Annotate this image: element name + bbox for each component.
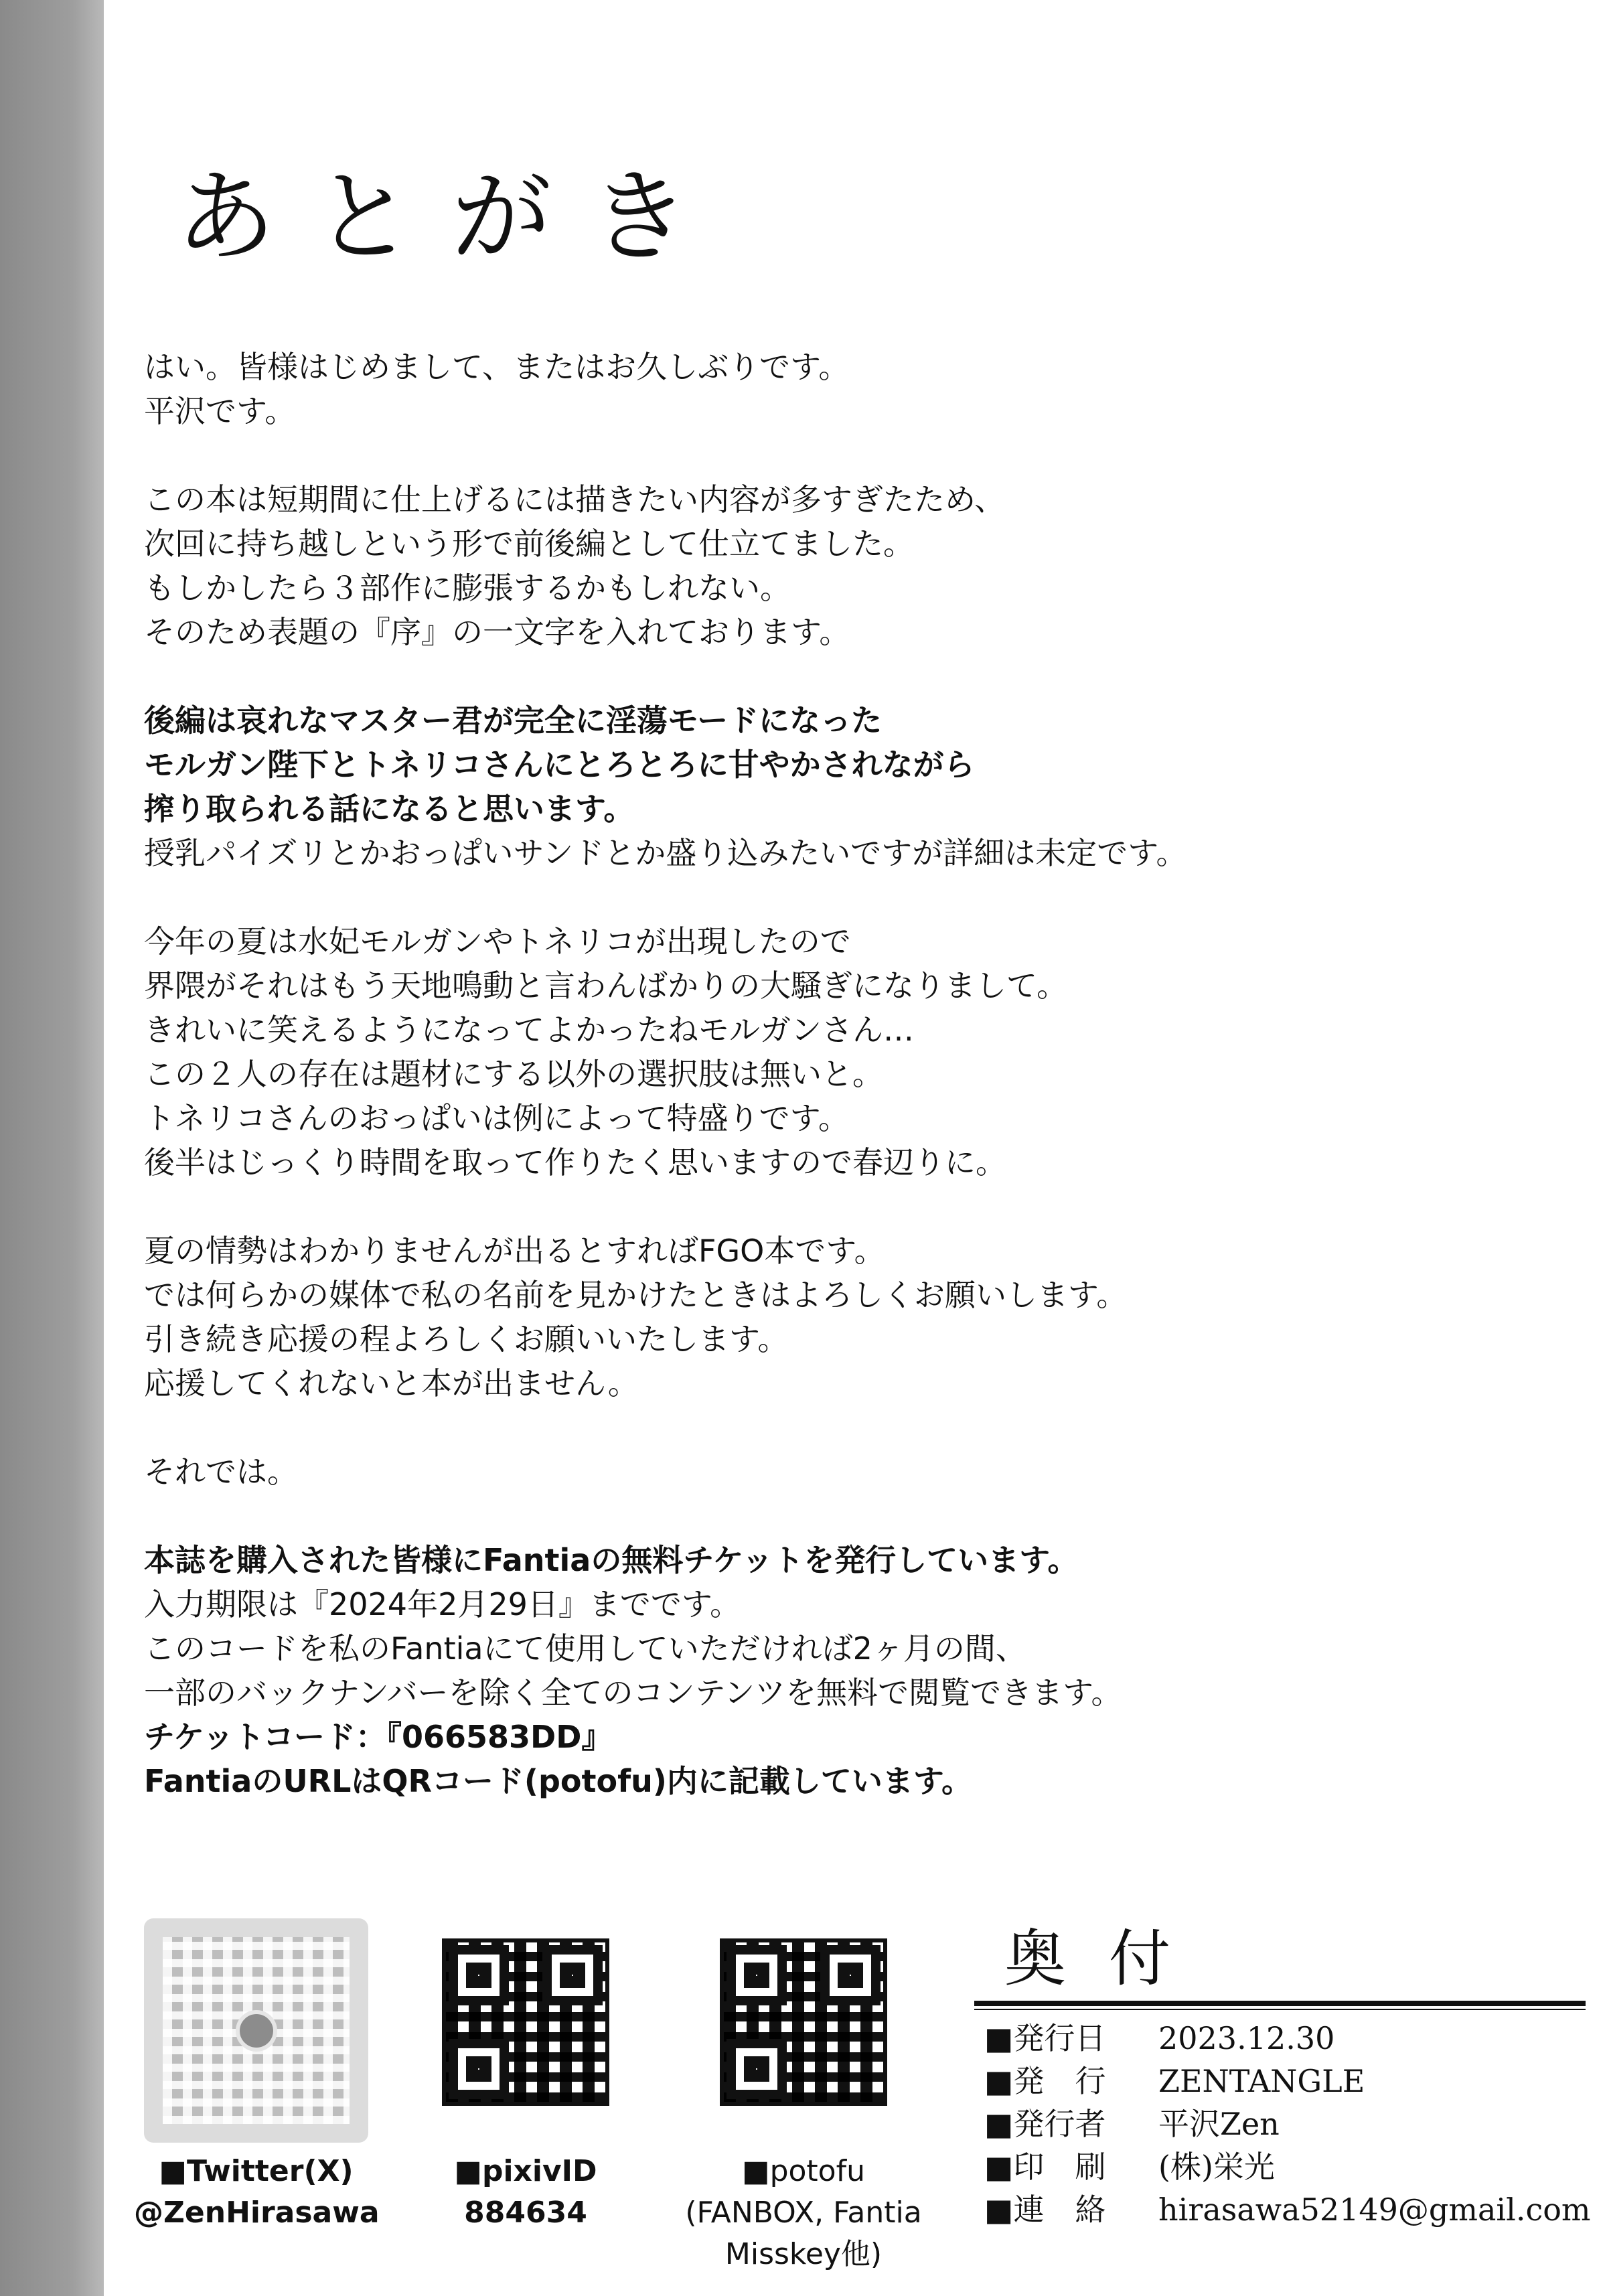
- paragraph: [144, 1229, 1550, 1405]
- avatar-icon: [236, 2010, 277, 2052]
- text-line: 後半はじっくり時間を取って作りたく思いますので春辺りに。: [144, 1144, 1006, 1180]
- pixiv-label-line1: ■pixivID: [454, 2154, 597, 2188]
- twitter-qr-label: [134, 2151, 378, 2234]
- colophon-title: 奥付: [1004, 1923, 1214, 1995]
- colophon-key: ■発 行: [984, 2063, 1106, 2099]
- paragraph: [144, 1450, 1550, 1494]
- page-title: あとがき: [175, 159, 728, 276]
- text-line: それでは。: [144, 1454, 298, 1490]
- potofu-label-line2: (FANBOX, Fantia: [685, 2196, 922, 2230]
- text-line: 引き続き応援の程よろしくお願いいたします。: [144, 1321, 789, 1357]
- colophon-value: 平沢Zen: [1158, 2106, 1280, 2142]
- potofu-label-line3: Misskey他): [724, 2237, 883, 2271]
- colophon-key: ■発行者: [984, 2106, 1106, 2142]
- colophon-divider-thin: [974, 2009, 1586, 2010]
- colophon-row: [984, 2102, 1591, 2145]
- colophon-key: ■印 刷: [984, 2149, 1106, 2185]
- text-line: トネリコさんのおっぱいは例によって特盛りです。: [144, 1100, 849, 1136]
- twitter-qr-code: [144, 1918, 368, 2143]
- potofu-label-line1: ■potofu: [742, 2154, 865, 2188]
- text-line: 入力期限は『2024年2月29日』までです。: [144, 1586, 741, 1622]
- text-line: FantiaのURLはQRコード(potofu)内に記載しています。: [144, 1763, 973, 1799]
- colophon-value: hirasawa52149@gmail.com: [1158, 2192, 1591, 2228]
- text-line: このコードを私のFantiaにて使用していただければ2ヶ月の間、: [144, 1630, 1026, 1667]
- text-line: この本は短期間に仕上げるには描きたい内容が多すぎたため、: [144, 481, 1006, 518]
- text-line: では何らかの媒体で私の名前を見かけたときはよろしくお願いします。: [144, 1277, 1128, 1313]
- text-line: 搾り取られる話になると思います。: [144, 791, 635, 827]
- colophon-value: (株)栄光: [1158, 2149, 1275, 2185]
- colophon-row: [984, 2145, 1591, 2188]
- text-line: モルガン陛下とトネリコさんにとろとろに甘やかされながら: [144, 747, 975, 783]
- colophon-row: [984, 2060, 1591, 2102]
- text-line: 後編は哀れなマスター君が完全に淫蕩モードになった: [144, 702, 883, 739]
- afterword-body: [144, 345, 1550, 1847]
- potofu-qr-code: [720, 1938, 887, 2106]
- colophon-row: [984, 2017, 1591, 2060]
- text-line: 一部のバックナンバーを除く全てのコンテンツを無料で閲覧できます。: [144, 1675, 1122, 1711]
- text-line: はい。皆様はじめまして、またはお久しぶりです。: [144, 349, 850, 385]
- text-line: きれいに笑えるようになってよかったねモルガンさん…: [144, 1012, 914, 1048]
- colophon-row: [984, 2188, 1591, 2231]
- pixiv-qr-label: [415, 2151, 636, 2234]
- pixiv-label-line2: 884634: [464, 2196, 587, 2230]
- twitter-label-line1: ■Twitter(X): [159, 2154, 354, 2188]
- paragraph: [144, 919, 1550, 1184]
- twitter-label-line2: @ZenHirasawa: [134, 2196, 380, 2230]
- text-line: 界隈がそれはもう天地鳴動と言わんばかりの大騒ぎになりまして。: [144, 968, 1068, 1004]
- text-line: そのため表題の『序』の一文字を入れております。: [144, 614, 850, 650]
- paragraph: [144, 698, 1550, 875]
- text-line: 授乳パイズリとかおっぱいサンドとか盛り込みたいですが詳細は未定です。: [144, 835, 1187, 871]
- colophon-value: ZENTANGLE: [1158, 2063, 1365, 2099]
- text-line: チケットコード：『066583DD』: [144, 1719, 613, 1755]
- pixiv-qr-code: [442, 1938, 609, 2106]
- colophon-key: ■発行日: [984, 2020, 1106, 2056]
- text-line: もしかしたら３部作に膨張するかもしれない。: [144, 570, 791, 606]
- potofu-qr-label: [653, 2151, 954, 2275]
- colophon-table: [984, 2017, 1591, 2231]
- text-line: 今年の夏は水妃モルガンやトネリコが出現したので: [144, 923, 851, 960]
- text-line: 次回に持ち越しという形で前後編として仕立てました。: [144, 526, 914, 562]
- text-line: 応援してくれないと本が出ません。: [144, 1365, 639, 1401]
- page-gutter: [0, 0, 104, 2296]
- text-line: この２人の存在は題材にする以外の選択肢は無いと。: [144, 1056, 883, 1092]
- paragraph: [144, 345, 1550, 433]
- colophon-key: ■連 絡: [984, 2192, 1106, 2228]
- text-line: 本誌を購入された皆様にFantiaの無料チケットを発行しています。: [144, 1542, 1079, 1578]
- text-line: 平沢です。: [144, 393, 296, 429]
- text-line: 夏の情勢はわかりませんが出るとすればFGO本です。: [144, 1233, 885, 1269]
- colophon-value: 2023.12.30: [1158, 2020, 1335, 2056]
- colophon-divider: [974, 2001, 1586, 2006]
- paragraph: [144, 1538, 1550, 1803]
- paragraph: [144, 477, 1550, 654]
